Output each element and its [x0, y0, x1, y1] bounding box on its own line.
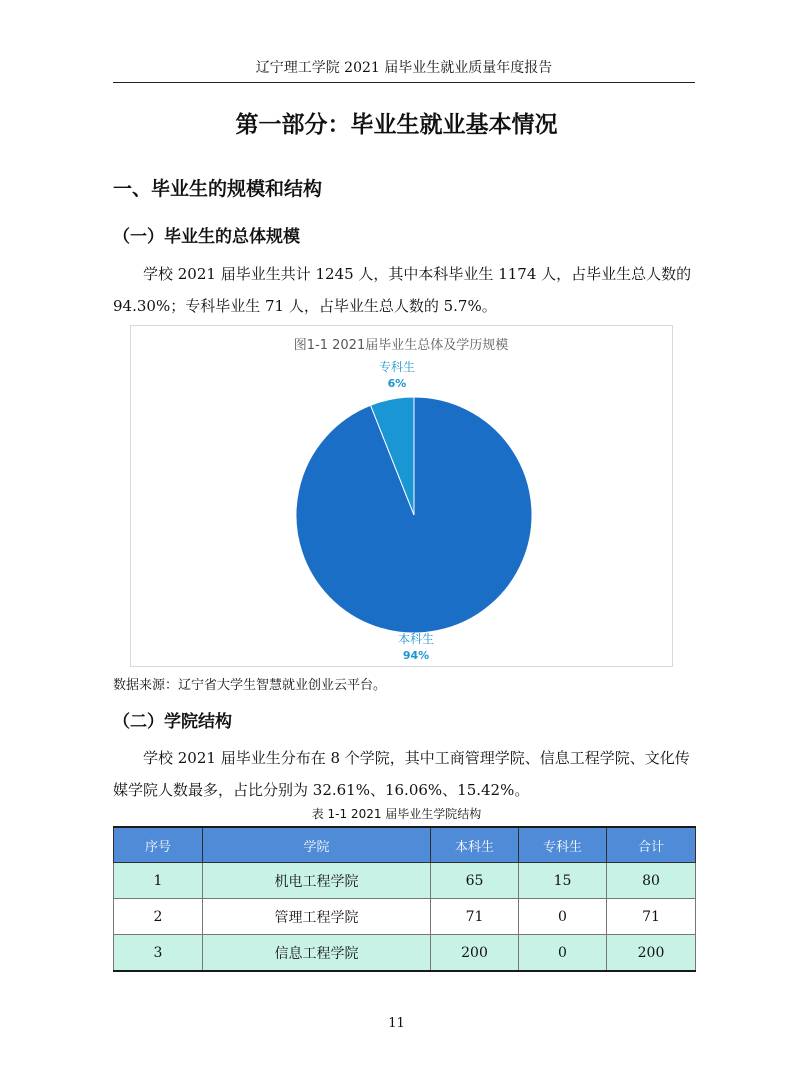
subsection-title-scale: （一）毕业生的总体规模	[113, 227, 300, 247]
scale-paragraph: 学校 2021 届毕业生共计 1245 人，其中本科毕业生 1174 人，占毕业生总人数的 94.30%；专科毕业生 71 人，占毕业生总人数的 5.7%。	[113, 265, 692, 315]
college-table	[113, 826, 696, 972]
colleges-paragraph: 学校 2021 届毕业生分布在 8 个学院，其中工商管理学院、信息工程学院、文化传媒学院人数最多，占比分别为 32.61%、16.06%、15.42%。	[113, 749, 690, 799]
pie-chart-svg	[131, 326, 672, 666]
cell-index: 1	[114, 863, 203, 899]
slice-label-1: 专科生	[378, 360, 416, 374]
table-header-row	[114, 827, 696, 863]
cell-college: 信息工程学院	[203, 935, 431, 972]
page-number: 11	[388, 1016, 405, 1031]
pie-chart	[130, 325, 673, 667]
part-title: 第一部分：毕业生就业基本情况	[235, 112, 558, 138]
cell-total: 200	[607, 935, 696, 972]
cell-undergrad: 65	[431, 863, 519, 899]
cell-index: 3	[114, 935, 203, 972]
table-row	[114, 935, 696, 972]
cell-total: 71	[607, 899, 696, 935]
slice-value-1: 6%	[387, 377, 407, 390]
cell-college: 机电工程学院	[203, 863, 431, 899]
cell-junior: 0	[519, 935, 607, 972]
cell-index: 2	[114, 899, 203, 935]
chart-title: 图1-1 2021届毕业生总体及学历规模	[293, 338, 509, 353]
table-row	[114, 863, 696, 899]
cell-junior: 0	[519, 899, 607, 935]
table-row	[114, 899, 696, 935]
table-caption: 表 1-1 2021 届毕业生学院结构	[311, 807, 482, 821]
cell-total: 80	[607, 863, 696, 899]
header-index: 序号	[114, 827, 203, 863]
cell-undergrad: 200	[431, 935, 519, 972]
data-source-note: 数据来源：辽宁省大学生智慧就业创业云平台。	[113, 678, 387, 693]
slice-label-0: 本科生	[397, 632, 435, 646]
header-college: 学院	[203, 827, 431, 863]
header-undergrad: 本科生	[431, 827, 519, 863]
section-title: 一、毕业生的规模和结构	[113, 178, 323, 200]
page-header: 辽宁理工学院 2021 届毕业生就业质量年度报告	[113, 58, 695, 83]
cell-junior: 15	[519, 863, 607, 899]
cell-college: 管理工程学院	[203, 899, 431, 935]
cell-undergrad: 71	[431, 899, 519, 935]
header-total: 合计	[607, 827, 696, 863]
subsection-title-colleges: （二）学院结构	[113, 712, 232, 732]
slice-value-0: 94%	[402, 649, 430, 662]
header-junior: 专科生	[519, 827, 607, 863]
